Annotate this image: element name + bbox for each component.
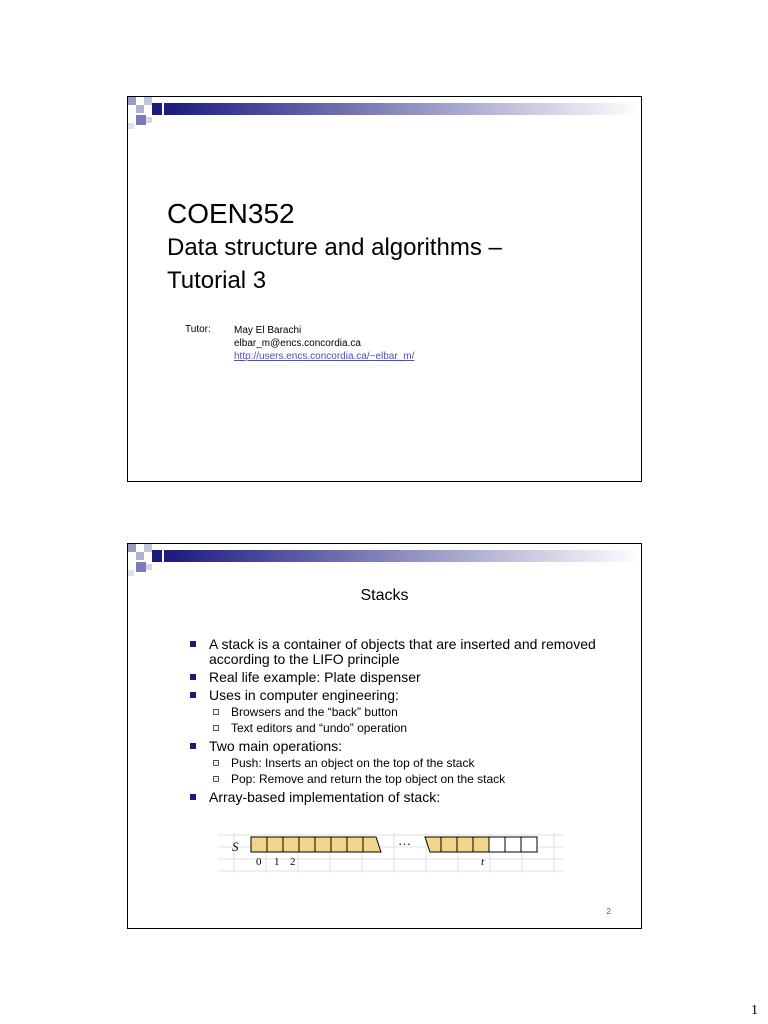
array-ellipsis: … [398,833,411,848]
index-label: 2 [290,856,296,868]
sub-bullet-list [209,704,619,736]
array-label: S [232,839,239,854]
tutor-label: Tutor: [185,324,211,335]
sub-bullet-item [209,720,619,736]
subtitle-line: Data structure and algorithms – [167,234,502,261]
square-bullet-icon [190,641,196,647]
slide-title: Stacks [360,587,409,604]
index-label: 1 [274,856,280,868]
array-cells-empty [489,837,537,852]
sub-bullet-text: Text editors and “undo” operation [231,721,408,735]
stack-array-figure [218,833,568,878]
subtitle-line: Tutorial 3 [167,267,267,294]
bullet-item [189,790,619,805]
bullet-text: Array-based implementation of stack: [209,789,441,805]
sub-bullet-item [209,755,619,771]
slide-banner [128,97,641,133]
square-bullet-icon [190,692,196,698]
bullet-item [189,739,619,787]
hollow-square-bullet-icon [213,709,219,715]
page-number: 1 [751,1003,758,1018]
square-bullet-icon [190,743,196,749]
hollow-square-bullet-icon [213,760,219,766]
tutor-name: May El Barachi [234,325,302,336]
slide-number: 2 [606,907,611,916]
sub-bullet-list [209,755,619,787]
bullet-text: A stack is a container of objects that are inserted and removed according to the LIFO principle [209,636,596,667]
bullet-item [189,637,619,667]
tutor-info [234,324,414,363]
sub-bullet-item [209,704,619,720]
slide-2 [127,543,642,929]
sub-bullet-text: Browsers and the “back” button [231,705,398,719]
sub-bullet-text: Push: Inserts an object on the top of the stack [231,756,475,770]
tutor-email: elbar_m@encs.concordia.ca [234,338,361,349]
slide-banner [128,544,641,580]
square-bullet-icon [190,794,196,800]
slide-title: COEN352 [167,198,295,229]
bullet-text: Two main operations: [209,738,343,754]
index-label: 0 [256,856,262,868]
slide-1 [127,96,642,482]
hollow-square-bullet-icon [213,776,219,782]
hollow-square-bullet-icon [213,725,219,731]
slide-subtitle [167,231,607,297]
sub-bullet-text: Pop: Remove and return the top object on the stack [231,772,506,786]
bullet-item [189,688,619,736]
array-cells-left [251,837,381,852]
top-index-label: t [481,856,485,868]
sub-bullet-item [209,771,619,787]
bullet-text: Uses in computer engineering: [209,687,399,703]
bullet-text: Real life example: Plate dispenser [209,669,421,685]
square-bullet-icon [190,674,196,680]
bullet-list [189,637,619,808]
array-cells-right [425,837,489,852]
tutor-url-link[interactable]: http://users.encs.concordia.ca/~elbar_m/ [234,351,415,362]
bullet-item [189,670,619,685]
